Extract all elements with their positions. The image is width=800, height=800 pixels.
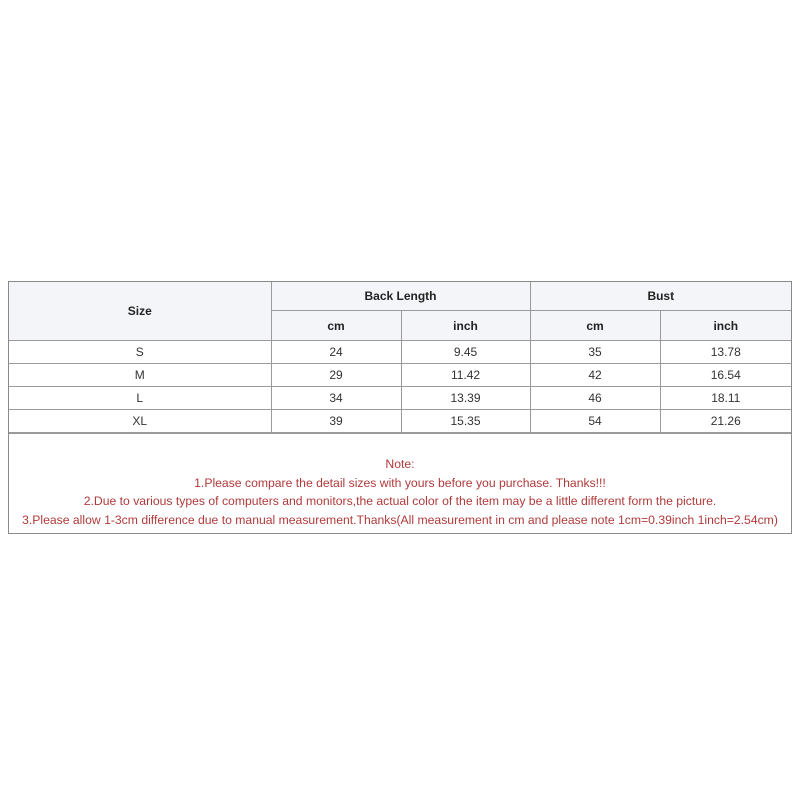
back-length-cm-cell: 39 <box>271 410 401 433</box>
back-length-inch-header: inch <box>401 311 530 341</box>
size-table <box>9 282 791 433</box>
bust-cm-cell: 54 <box>530 410 660 433</box>
back-length-cm-cell: 24 <box>271 341 401 364</box>
back-length-inch-cell: 11.42 <box>401 364 530 387</box>
note-line-1: 1.Please compare the detail sizes with yours before you purchase. Thanks!!! <box>194 475 606 490</box>
bust-inch-cell: 21.26 <box>660 410 791 433</box>
size-column-header: Size <box>9 282 271 341</box>
bust-cm-cell: 35 <box>530 341 660 364</box>
bust-cm-cell: 42 <box>530 364 660 387</box>
bust-header: Bust <box>530 282 791 311</box>
bust-inch-cell: 18.11 <box>660 387 791 410</box>
bust-inch-header: inch <box>660 311 791 341</box>
bust-cm-cell: 46 <box>530 387 660 410</box>
size-cell: XL <box>9 410 271 433</box>
bust-cm-header: cm <box>530 311 660 341</box>
size-cell: S <box>9 341 271 364</box>
bust-inch-cell: 16.54 <box>660 364 791 387</box>
size-cell: M <box>9 364 271 387</box>
back-length-inch-cell: 13.39 <box>401 387 530 410</box>
table-row <box>9 410 791 433</box>
back-length-header: Back Length <box>271 282 530 311</box>
size-chart <box>8 281 792 534</box>
table-row <box>9 341 791 364</box>
back-length-cm-cell: 34 <box>271 387 401 410</box>
table-row <box>9 364 791 387</box>
table-row <box>9 387 791 410</box>
notes-section <box>9 433 791 533</box>
note-line-3: 3.Please allow 1-3cm difference due to manual measurement.Thanks(All measurement in cm and please note 1cm=0.39inch 1inch=2.54cm) <box>22 512 778 527</box>
bust-inch-cell: 13.78 <box>660 341 791 364</box>
back-length-inch-cell: 15.35 <box>401 410 530 433</box>
back-length-cm-header: cm <box>271 311 401 341</box>
back-length-cm-cell: 29 <box>271 364 401 387</box>
note-title: Note: <box>385 457 415 471</box>
back-length-inch-cell: 9.45 <box>401 341 530 364</box>
size-cell: L <box>9 387 271 410</box>
note-line-2: 2.Due to various types of computers and monitors,the actual color of the item may be a little different form the picture. <box>83 494 717 508</box>
